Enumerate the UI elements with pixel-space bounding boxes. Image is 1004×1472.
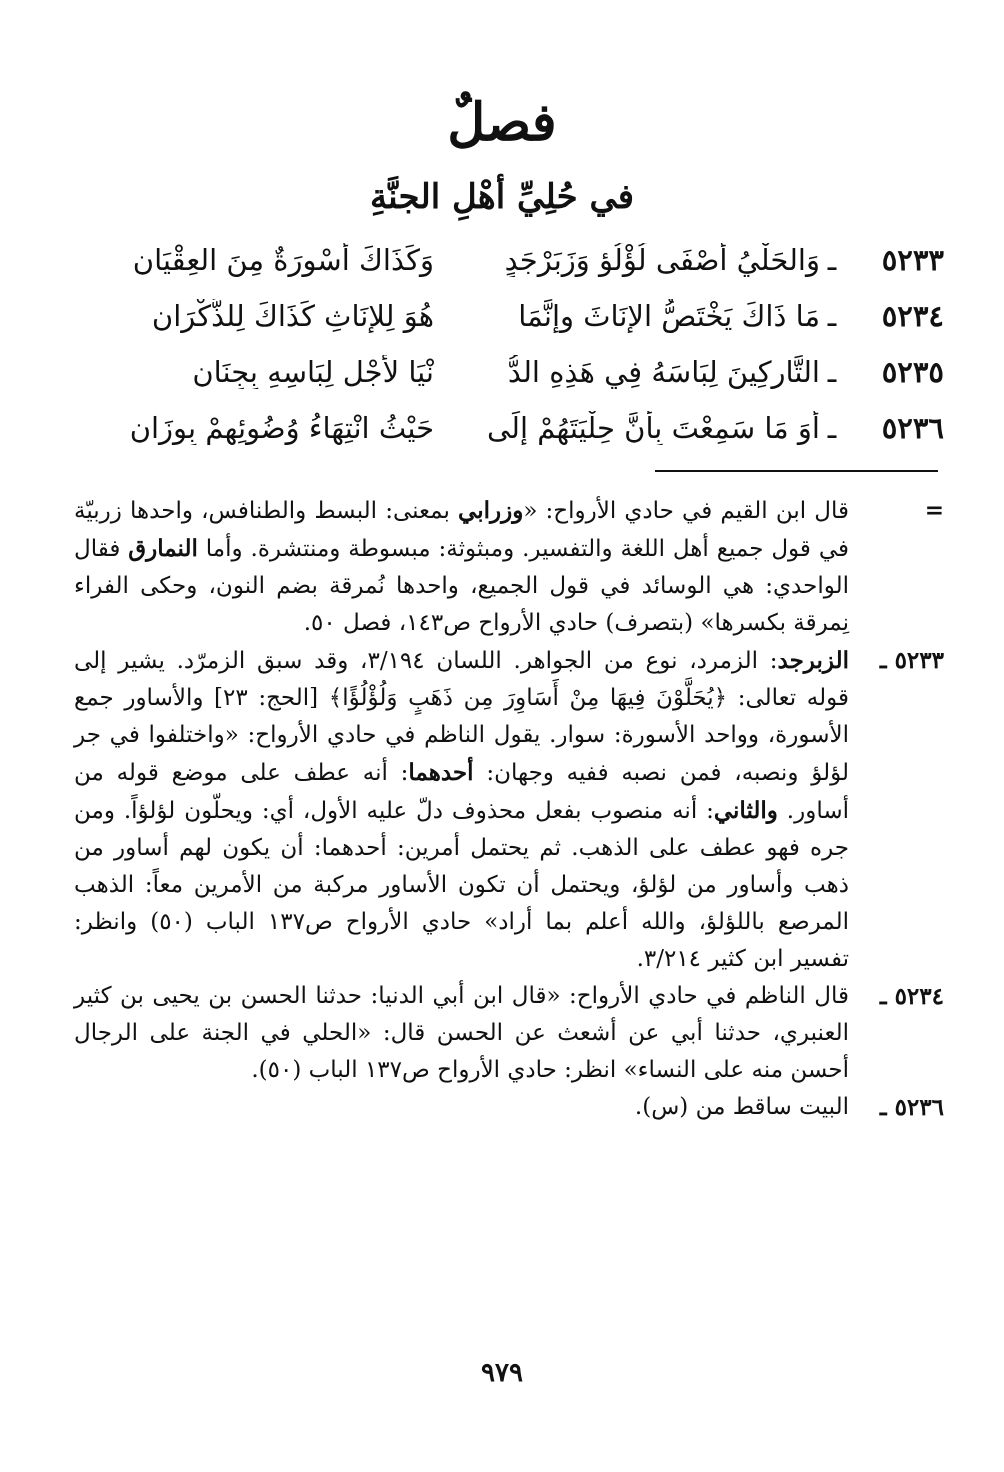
page-number: ٩٧٩: [481, 1358, 523, 1388]
verse-row: [74, 344, 944, 400]
verse-first-hemistich: وَالحَلْيُ أَصْفَى لُؤْلُؤٍ وَزَبَرْجَدٍ: [504, 243, 820, 277]
verse-number: ٥٢٣٥: [881, 355, 944, 389]
footnote-carryover: [74, 492, 944, 642]
keyword: الزبرجد: [777, 647, 849, 674]
footnote-5233: [74, 642, 944, 978]
verse-separator: ـ: [827, 411, 837, 445]
footnote-divider: [655, 470, 938, 472]
footnote-body: البيت ساقط من (س).: [634, 1094, 849, 1120]
verse-row: [74, 288, 944, 344]
footnote-label: ٥٢٣٤ ـ: [879, 983, 944, 1010]
keyword: والثاني: [713, 797, 778, 824]
verse-row: [74, 232, 944, 288]
chapter-subtitle: في حُلِيِّ أهْلِ الجنَّةِ: [369, 177, 635, 217]
verse-number: ٥٢٣٣: [881, 243, 944, 277]
footnote-body: قال الناظم في حادي الأرواح: «قال ابن أبي الدنيا: حدثنا الحسن بن يحيى بن كثير العنبري، حدثنا أبي عن أشعث عن الحسن قال: «الحلي في الجنة على الرجال أحسن منه على النساء» انظر: حادي الأرواح ص١٣٧ الباب (٥٠).: [74, 983, 849, 1083]
verses-block: [74, 232, 944, 456]
verse-second-hemistich: وَكَذَاكَ أَسْوِرَةٌ مِنَ العِقْيَانِ: [132, 243, 434, 277]
footnote-5236: [74, 1089, 944, 1126]
footnote-5234: [74, 978, 944, 1089]
verse-separator: ـ: [827, 243, 837, 277]
verse-second-hemistich: هُوَ لِلإنَاثِ كَذَاكَ لِلذُّكْرَانِ: [151, 299, 434, 333]
verse-number: ٥٢٣٦: [881, 411, 944, 445]
verse-number: ٥٢٣٤: [881, 299, 944, 333]
footnote-body: قال ابن القيم في حادي الأرواح: «وزرابي بمعنى: البسط والطنافس، واحدها زربيّة في قول جميع أهل اللغة والتفسير. ومبثوثة: مبسوطة ومنتشرة. وأما النمارق فقال الواحدي: هي الوسائد في قول الجميع، واحدها نُمرقة بضم النون، وحكى الفراء نِمرقة بكسرها» (بتصرف) حادي الأرواح ص١٤٣، فصل ٥٠.: [74, 497, 849, 636]
verse-row: [74, 400, 944, 456]
footnotes-block: [74, 492, 944, 1126]
verse-second-hemistich: نْيَا لأجْلِ لِبَاسِهِ بِجِنَانِ: [192, 355, 434, 389]
footnote-continuation-mark: =: [924, 497, 944, 524]
keyword: النمارق: [128, 535, 198, 562]
footnote-label: ٥٢٣٦ ـ: [879, 1094, 944, 1121]
verse-second-hemistich: حَيْثُ انْتِهَاءُ وُضُوئِهِمْ بِوزَانِ: [129, 411, 434, 445]
footnote-body: الزبرجد: الزمرد، نوع من الجواهر. اللسان ٣/١٩٤، وقد سبق الزمرّد. يشير إلى قوله تعالى: ﴿يُحَلَّوْنَ فِيهَا مِنْ أَسَاوِرَ مِن ذَهَبٍ وَلُؤْلُؤًا﴾ [الحج: ٢٣] والأساور جمع الأسورة، وواحد الأسورة: سوار. يقول الناظم في حادي الأرواح: «واختلفوا في جر لؤلؤ ونصبه، فمن نصبه ففيه وجهان: أحدهما: أنه عطف على موضع قوله من أساور. والثاني: أنه منصوب بفعل محذوف دلّ عليه الأول، أي: ويحلّون لؤلؤاً. ومن جره فهو عطف على الذهب. ثم يحتمل أمرين: أحدهما: أن يكون لهم أساور من ذهب وأساور من لؤلؤ، ويحتمل أن تكون الأساور مركبة من الأمرين معاً: الذهب المرصع باللؤلؤ، والله أعلم بما أراد» حادي الأرواح ص١٣٧ الباب (٥٠) وانظر: تفسير ابن كثير ٣/٢١٤.: [74, 647, 849, 972]
verse-first-hemistich: أوَ مَا سَمِعْتَ بِأنَّ حِلْيَتَهُمْ إلَى: [486, 411, 820, 445]
chapter-title: فصلٌ: [447, 92, 557, 153]
verse-first-hemistich: مَا ذَاكَ يَخْتَصُّ الإنَاثَ وإنَّمَا: [518, 299, 820, 333]
verse-separator: ـ: [827, 299, 837, 333]
verse-first-hemistich: التَّارِكِينَ لِبَاسَهُ فِي هَذِهِ الدُّ: [507, 355, 820, 389]
keyword: وزرابي: [458, 497, 524, 524]
keyword: أحدهما: [408, 759, 474, 786]
verse-separator: ـ: [827, 355, 837, 389]
footnote-label: ٥٢٣٣ ـ: [879, 647, 944, 674]
